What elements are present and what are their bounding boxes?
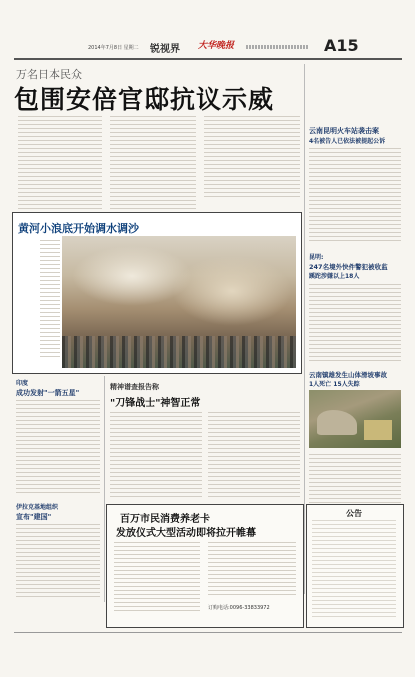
sidebar-story2-title: 247名境外快件警犯被收监 <box>309 263 388 271</box>
footer-rule <box>14 632 402 633</box>
middle-kicker: 精神谱查报告称 <box>110 383 159 391</box>
sidebar-story3-text <box>309 454 401 504</box>
header-meta <box>246 45 308 49</box>
sidebar-story2-kicker: 昆明: <box>309 254 324 261</box>
xiaolangdi-dam-photo <box>62 236 296 368</box>
column-divider <box>304 64 305 594</box>
middle-text-col1 <box>110 412 202 498</box>
lead-kicker: 万名日本民众 <box>16 68 82 81</box>
brief1-text <box>16 400 100 496</box>
header-rule <box>14 58 402 60</box>
ad-title-line1: 百万市民消费养老卡 <box>120 514 210 525</box>
landslide-photo <box>309 390 401 448</box>
notice-text <box>312 520 396 620</box>
brief1-kicker: 印度 <box>16 380 29 387</box>
ad-title-line2: 发放仪式大型活动即将拉开帷幕 <box>116 528 256 539</box>
middle-headline: "刀锋战士"神智正常 <box>110 398 201 409</box>
brief2-title: 宣布"建国" <box>16 513 52 521</box>
sidebar-story1-text <box>309 148 401 244</box>
sidebar-story1-subtitle: 4名被告人已依法被提起公诉 <box>309 138 386 145</box>
ad-text-col1 <box>114 542 200 612</box>
brief1-title: 成功发射"一箭五星" <box>16 389 80 397</box>
lead-text-col1 <box>18 116 102 212</box>
photo-story-caption <box>40 240 60 360</box>
photo-story-headline: 黄河小浪底开始调水调沙 <box>18 222 139 235</box>
lead-headline: 包围安倍官邸抗议示威 <box>14 85 275 114</box>
sidebar-story3-subtitle: 1人死亡 15人失踪 <box>309 381 360 388</box>
header-page-code: A15 <box>324 36 359 55</box>
sidebar-story1-title: 云南昆明火车站袭击案 <box>309 127 379 135</box>
header-paper-name: 大华晚报 <box>198 41 235 51</box>
ad-text-col2 <box>208 542 296 598</box>
left-divider <box>104 376 105 602</box>
lead-text-col2 <box>110 116 196 212</box>
sidebar-story2-subtitle: 蹊跎涉嫌以上18人 <box>309 273 360 280</box>
brief2-text <box>16 524 100 600</box>
ad-phone: 订购电话:0096-33833972 <box>208 605 270 611</box>
middle-text-col2 <box>208 412 300 498</box>
brief2-kicker: 伊拉克基地组织 <box>16 504 59 511</box>
sidebar-story3-title: 云南镇雄发生山体滑坡事故 <box>309 371 387 379</box>
header-section: 锐视界 <box>150 44 180 55</box>
notice-title: 公告 <box>346 509 362 518</box>
lead-text-col3 <box>204 116 300 200</box>
sidebar-story2-text <box>309 284 401 364</box>
header-date: 2014年7月8日 星期二 <box>88 45 139 51</box>
